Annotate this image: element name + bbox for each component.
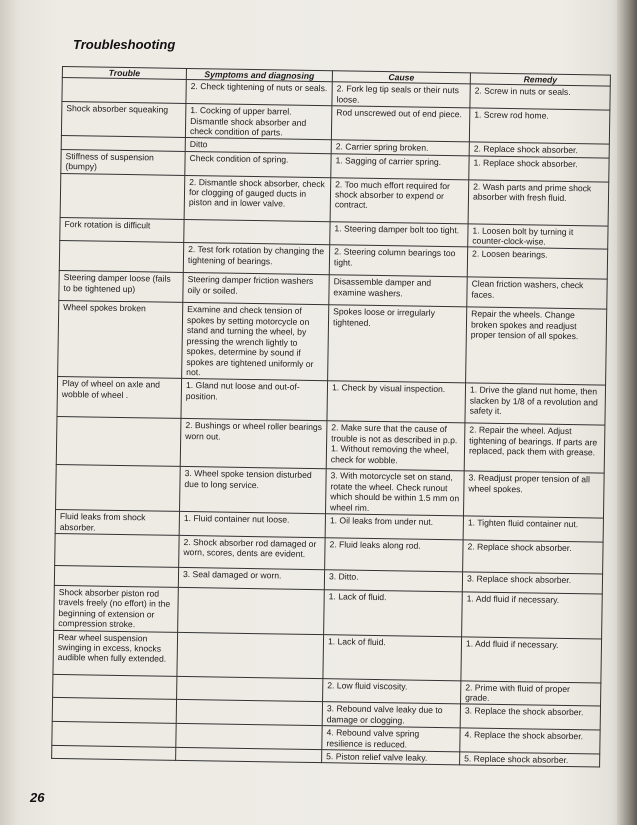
cell-trouble: Shock absorber squeaking xyxy=(61,102,186,138)
cell-remedy: Clean friction washers, check faces. xyxy=(467,277,607,309)
cell-symptoms xyxy=(177,632,324,678)
cell-trouble: Steering damper loose (fails to be tightened up) xyxy=(59,271,183,303)
cell-remedy: 5. Replace shock absorber. xyxy=(460,752,600,768)
cell-trouble xyxy=(52,722,176,748)
cell-cause: 1. Lack of fluid. xyxy=(324,590,463,637)
cell-remedy: 2. Screw in nuts or seals. xyxy=(470,84,610,110)
cell-trouble xyxy=(60,173,185,219)
cell-remedy: 1. Drive the gland nut home, then slacken by 1/8 of a revolution and safety it. xyxy=(465,383,606,425)
troubleshooting-table xyxy=(51,66,611,768)
cell-trouble xyxy=(62,78,186,104)
cell-trouble xyxy=(53,674,177,700)
cell-symptoms xyxy=(177,676,323,702)
cell-symptoms: 2. Test fork rotation by changing the tightening of bearings. xyxy=(183,243,329,275)
cell-cause: Disassemble damper and examine washers. xyxy=(329,275,467,307)
cell-cause: 1. Sagging of carrier spring. xyxy=(331,154,469,180)
cell-remedy: 2. Wash parts and prime shock absorber with fresh fluid. xyxy=(468,180,609,226)
cell-trouble: Fluid leaks from shock absorber. xyxy=(55,510,179,536)
header-remedy: Remedy xyxy=(470,73,610,87)
cell-cause: 2. Fork leg tip seals or their nuts loose. xyxy=(332,82,470,108)
cell-trouble xyxy=(59,241,183,273)
cell-symptoms: Check condition of spring. xyxy=(185,151,331,177)
cell-cause: 1. Steering damper bolt too tight. xyxy=(330,221,468,247)
cell-symptoms: 3. Wheel spoke tension disturbed due to long service. xyxy=(180,467,327,514)
cell-remedy: 2. Repair the wheel. Adjust tightening of bearings. If parts are replaced, pack them with grease. xyxy=(464,423,605,473)
cell-symptoms xyxy=(176,724,322,750)
cell-trouble: Fork rotation is difficult xyxy=(60,217,184,243)
cell-cause: 5. Piston relief valve leaky. xyxy=(322,750,460,766)
cell-symptoms xyxy=(176,700,322,726)
cell-remedy: 2. Replace shock absorber. xyxy=(469,142,609,158)
cell-symptoms: 1. Cocking of upper barrel. Dismantle shock absorber and check condition of parts. xyxy=(185,104,332,141)
cell-trouble: Wheel spokes broken xyxy=(58,301,183,379)
cell-symptoms: 2. Dismantle shock absorber, check for clogging of gauged ducts in piston and in lower valve. xyxy=(184,175,331,221)
cell-symptoms: 2. Bushings or wheel roller bearings worn out. xyxy=(180,419,327,469)
cell-symptoms: 1. Fluid container nut loose. xyxy=(179,511,325,537)
cell-remedy: 1. Replace shock absorber. xyxy=(469,156,609,182)
page-title: Troubleshooting xyxy=(73,37,176,52)
cell-cause: 1. Oil leaks from under nut. xyxy=(325,514,463,540)
cell-cause: 2. Carrier spring broken. xyxy=(331,140,469,156)
cell-cause: 2. Fluid leaks along rod. xyxy=(325,538,463,572)
cell-cause: 2. Steering column bearings too tight. xyxy=(329,245,467,277)
cell-symptoms xyxy=(184,219,330,245)
cell-remedy: 3. Readjust proper tension of all wheel spokes. xyxy=(463,471,604,518)
table-row xyxy=(58,301,607,386)
header-cause: Cause xyxy=(332,71,470,85)
cell-remedy: 1. Add fluid if necessary. xyxy=(461,636,602,682)
cell-trouble: Stiffness of suspension (bumpy) xyxy=(61,149,185,175)
cell-cause: 4. Rebound valve spring resilience is reduced. xyxy=(322,726,460,752)
cell-remedy: 2. Loosen bearings. xyxy=(467,247,607,279)
cell-cause: 2. Make sure that the cause of trouble is not as described in p.p. 1. Without removing the wheel, check for wobble. xyxy=(326,421,465,471)
cell-trouble xyxy=(54,565,178,587)
cell-trouble: Shock absorber piston rod travels freely (no effort) in the beginning of extension or compression stroke. xyxy=(54,585,179,632)
cell-symptoms: 3. Seal damaged or worn. xyxy=(178,567,324,589)
cell-symptoms xyxy=(178,587,325,634)
cell-cause: 3. With motorcycle set on stand, rotate the wheel. Check runout which should be within 1.5 mm on wheel rim. xyxy=(325,469,464,516)
cell-symptoms: Ditto xyxy=(185,138,331,154)
cell-cause: Spokes loose or irregularly tightened. xyxy=(328,305,467,383)
header-trouble: Trouble xyxy=(62,67,186,80)
cell-trouble xyxy=(52,698,176,724)
cell-symptoms: Steering damper friction washers oily or soiled. xyxy=(183,273,329,305)
cell-trouble xyxy=(52,745,176,760)
cell-symptoms xyxy=(176,747,322,763)
cell-symptoms: 2. Check tightening of nuts or seals. xyxy=(186,80,332,106)
cell-symptoms: 2. Shock absorber rod damaged or worn, scores, dents are evident. xyxy=(179,535,325,569)
cell-remedy: 1. Screw rod home. xyxy=(469,108,610,144)
cell-remedy: 3. Replace the shock absorber. xyxy=(460,704,600,730)
cell-trouble xyxy=(56,417,181,467)
cell-remedy: 1. Tighten fluid container nut. xyxy=(463,516,603,542)
cell-cause: 3. Rebound valve leaky due to damage or clogging. xyxy=(322,702,460,728)
cell-trouble xyxy=(55,533,179,567)
cell-remedy: 1. Add fluid if necessary. xyxy=(462,592,603,639)
cell-remedy: Repair the wheels. Change broken spokes and readjust proper tension of all spokes. xyxy=(466,307,607,385)
cell-trouble: Play of wheel on axle and wobble of wheel . xyxy=(57,377,182,419)
cell-cause: 1. Check by visual inspection. xyxy=(327,381,466,423)
cell-cause: 3. Ditto. xyxy=(324,570,462,592)
table-row xyxy=(56,417,605,474)
page-number: 26 xyxy=(30,790,45,805)
header-symptoms: Symptoms and diagnosing xyxy=(186,68,332,82)
cell-remedy: 2. Prime with fluid of proper grade. xyxy=(461,680,601,706)
cell-remedy: 2. Replace shock absorber. xyxy=(463,540,603,574)
cell-cause: 2. Low fluid viscosity. xyxy=(323,678,461,704)
cell-symptoms: Examine and check tension of spokes by setting motorcycle on stand and turning the wheel, by pressing the wrench lightly to spokes, determine by sound if spokes are tightened uniformly or not. xyxy=(182,303,329,381)
cell-remedy: 1. Loosen bolt by turning it counter-clock-wise. xyxy=(468,224,608,250)
cell-trouble: Rear wheel suspension swinging in excess, knocks audible when fully extended. xyxy=(53,630,178,676)
cell-symptoms: 1. Gland nut loose and out-of-position. xyxy=(181,379,328,421)
cell-cause: 1. Lack of fluid. xyxy=(323,634,462,680)
cell-trouble xyxy=(56,465,181,512)
cell-cause: 2. Too much effort required for shock absorber to expend or contract. xyxy=(330,177,469,223)
cell-remedy: 3. Replace shock absorber. xyxy=(462,572,602,594)
cell-remedy: 4. Replace the shock absorber. xyxy=(460,728,600,754)
cell-cause: Rod unscrewed out of end piece. xyxy=(331,106,470,142)
book-binding-shadow xyxy=(617,0,637,825)
